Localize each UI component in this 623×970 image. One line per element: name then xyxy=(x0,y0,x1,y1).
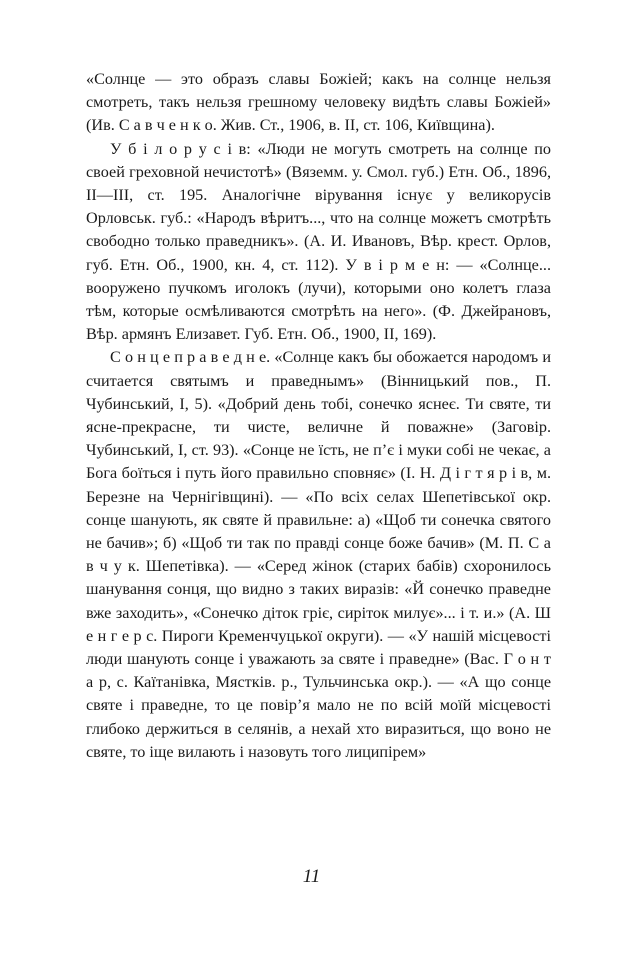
page-number: 11 xyxy=(302,866,321,887)
paragraph-1: «Солнце — это образъ славы Божiей; какъ на солнце нельзя смотреть, такъ нельзя грешному человеку видѣть славы Божiей» (Ив. С а в ч е н к о. Жив. Ст., 1906, в. II, ст. 106, Київщина). xyxy=(86,70,551,135)
body-text xyxy=(86,68,551,764)
paragraph-2: У б і л о р у с і в: «Люди не могуть смотреть на солнце по своей греховной нечистотѣ» (Вяземм. у. Смол. губ.) Етн. Об., 1896, II—III, ст. 195. Аналогічне вірування існує у великорусів Орловськ. губ.: «Народъ вѣритъ..., что на солнце можетъ смотрѣть свободно только праведникъ». (А. И. Ивановъ, Вѣр. крест. Орлов, губ. Етн. Об., 1900, кн. 4, ст. 112). У в і р м е н: — «Солнце... вооружено пучкомъ иголокъ (лучи), которыми оно колетъ глаза тѣм, которые осмѣливаются смотрѣть на него». (Ф. Джейрановъ, Вѣр. армянъ Елизавет. Губ. Етн. Об., 1900, II, 169). xyxy=(86,139,551,344)
paragraph-3: С о н ц е п р а в е д н е. «Солнце какъ бы обожается народомъ и считается святымъ и праведнымъ» (Вінницький пов., П. Чубинський, I, 5). «Добрий день тобі, сонечко яснеє. Ти святе, ти ясне-прекрасне, ти чисте, величне й поважне» (Заговір. Чубинський, I, ст. 93). «Сонце не їсть, не п’є і муки собі не чекає, а Бога боїться і путь його правильно сповняє» (І. Н. Д і г т я р і в, м. Березне на Чернігівщині). — «По всіх селах Шепетівської окр. сонце шанують, як святе й правильне: а) «Щоб ти сонечка святого не бачив»; б) «Щоб ти так по правді сонце боже бачив» (М. П. С а в ч у к. Шепетівка). — «Серед жінок (старих бабів) схоронилось шанування сонця, що видно з таких виразів: «Й сонечко праведне вже заходить», «Сонечко діток гріє, сиріток милує»... і т. и.» (А. Ш е н г е р с. Пироги Кременчуцької округи). — «У нашій місцевості люди шанують сонце і уважають за святе і праведне» (Вас. Г о н т а р, с. Каїтанівка, Мястків. р., Тульчинська окр.). — «А що сонце святе і праведне, то це повір’я мало не по всій моїй місцевості глибоко держиться в селянів, а нехай хто виразиться, що воно не святе, то іще вилають і назовуть того лиципірем» xyxy=(86,348,551,761)
